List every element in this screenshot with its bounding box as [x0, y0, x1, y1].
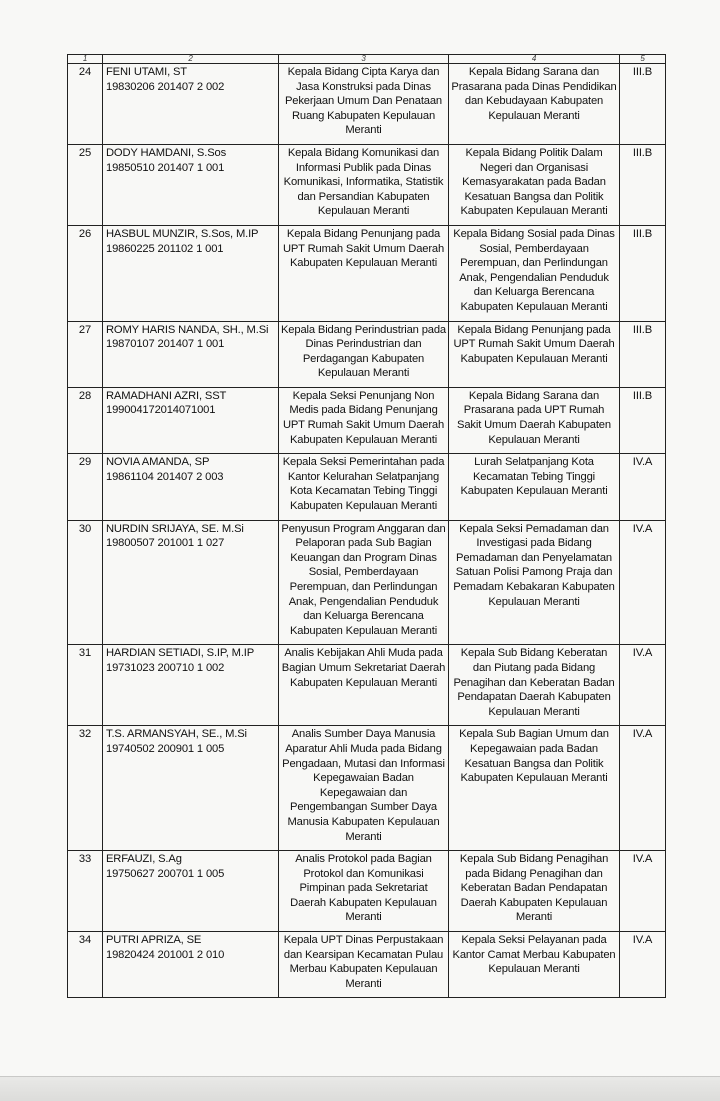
grade-rank: III.B — [620, 225, 666, 321]
employee-nip: 19731023 200710 1 002 — [106, 661, 225, 674]
employee-name: RAMADHANI AZRI, SST — [106, 389, 227, 402]
employee-name: ROMY HARIS NANDA, SH., M.Si — [106, 323, 269, 336]
employee-cell — [103, 225, 279, 321]
column-number-4: 4 — [449, 55, 620, 64]
personnel-table — [67, 54, 666, 998]
table-row — [68, 225, 666, 321]
employee-name: HASBUL MUNZIR, S.Sos, M.IP — [106, 227, 259, 240]
row-number: 28 — [68, 387, 103, 453]
employee-cell — [103, 321, 279, 387]
grade-rank: III.B — [620, 64, 666, 145]
employee-nip: 19740502 200901 1 005 — [106, 742, 225, 755]
employee-nip: 199004172014071001 — [106, 404, 216, 417]
grade-rank: IV.A — [620, 726, 666, 851]
old-position: Kepala Bidang Komunikasi dan Informasi Publik pada Dinas Komunikasi, Informatika, Statistik dan Persandian Kabupaten Kepulauan Meranti — [279, 144, 449, 225]
column-number-1: 1 — [68, 55, 103, 64]
table-row — [68, 851, 666, 932]
employee-cell — [103, 144, 279, 225]
row-number: 25 — [68, 144, 103, 225]
row-number: 32 — [68, 726, 103, 851]
grade-rank: III.B — [620, 387, 666, 453]
employee-nip: 19830206 201407 2 002 — [106, 80, 225, 93]
employee-name: NURDIN SRIJAYA, SE. M.Si — [106, 522, 244, 535]
old-position: Analis Kebijakan Ahli Muda pada Bagian Umum Sekretariat Daerah Kabupaten Kepulauan Meranti — [279, 645, 449, 726]
grade-rank: IV.A — [620, 932, 666, 998]
employee-cell — [103, 520, 279, 645]
employee-nip: 19860225 201102 1 001 — [106, 242, 224, 255]
employee-cell — [103, 64, 279, 145]
new-position: Kepala Bidang Sarana dan Prasarana pada Dinas Pendidikan dan Kebudayaan Kabupaten Kepulauan Meranti — [449, 64, 620, 145]
old-position: Kepala Bidang Perindustrian pada Dinas Perindustrian dan Perdagangan Kabupaten Kepulauan Meranti — [279, 321, 449, 387]
column-number-2: 2 — [103, 55, 279, 64]
old-position: Kepala Bidang Cipta Karya dan Jasa Konstruksi pada Dinas Pekerjaan Umum Dan Penataan Ruang Kabupaten Kepulauan Meranti — [279, 64, 449, 145]
new-position: Kepala Bidang Sosial pada Dinas Sosial, Pemberdayaan Perempuan, dan Perlindungan Anak, Pengendalian Penduduk dan Keluarga Berencana Kabupaten Kepulauan Meranti — [449, 225, 620, 321]
employee-nip: 19870107 201407 1 001 — [106, 338, 225, 351]
new-position: Kepala Seksi Pemadaman dan Investigasi pada Bidang Pemadaman dan Penyelamatan Satuan Polisi Pamong Praja dan Pemadam Kebakaran Kabupaten Kepulauan Meranti — [449, 520, 620, 645]
column-number-3: 3 — [279, 55, 449, 64]
employee-cell — [103, 851, 279, 932]
employee-cell — [103, 726, 279, 851]
table-row — [68, 387, 666, 453]
employee-nip: 19820424 201001 2 010 — [106, 948, 225, 961]
employee-cell — [103, 932, 279, 998]
grade-rank: III.B — [620, 321, 666, 387]
old-position: Analis Protokol pada Bagian Protokol dan Komunikasi Pimpinan pada Sekretariat Daerah Kabupaten Kepulauan Meranti — [279, 851, 449, 932]
row-number: 29 — [68, 454, 103, 520]
new-position: Kepala Sub Bidang Keberatan dan Piutang pada Bidang Penagihan dan Keberatan Badan Pendapatan Daerah Kabupaten Kepulauan Meranti — [449, 645, 620, 726]
employee-nip: 19850510 201407 1 001 — [106, 161, 225, 174]
row-number: 26 — [68, 225, 103, 321]
employee-nip: 19861104 201407 2 003 — [106, 470, 224, 483]
employee-name: PUTRI APRIZA, SE — [106, 934, 202, 947]
grade-rank: IV.A — [620, 520, 666, 645]
employee-cell — [103, 387, 279, 453]
employee-name: HARDIAN SETIADI, S.IP, M.IP — [106, 647, 255, 660]
row-number: 27 — [68, 321, 103, 387]
new-position: Kepala Seksi Pelayanan pada Kantor Camat Merbau Kabupaten Kepulauan Meranti — [449, 932, 620, 998]
employee-cell — [103, 645, 279, 726]
row-number: 30 — [68, 520, 103, 645]
column-number-5: 5 — [620, 55, 666, 64]
old-position: Analis Sumber Daya Manusia Aparatur Ahli Muda pada Bidang Pengadaan, Mutasi dan Informasi Kepegawaian Badan Kepegawaian dan Pengembangan Sumber Daya Manusia Kabupaten Kepulauan Meranti — [279, 726, 449, 851]
old-position: Kepala Bidang Penunjang pada UPT Rumah Sakit Umum Daerah Kabupaten Kepulauan Meranti — [279, 225, 449, 321]
employee-name: T.S. ARMANSYAH, SE., M.Si — [106, 728, 247, 741]
table-row — [68, 520, 666, 645]
table-row — [68, 144, 666, 225]
employee-name: ERFAUZI, S.Ag — [106, 853, 182, 866]
employee-nip: 19800507 201001 1 027 — [106, 537, 225, 550]
new-position: Kepala Sub Bidang Penagihan pada Bidang Penagihan dan Keberatan Badan Pendapatan Daerah Kabupaten Kepulauan Meranti — [449, 851, 620, 932]
table-row — [68, 454, 666, 520]
table-row — [68, 645, 666, 726]
new-position: Kepala Bidang Politik Dalam Negeri dan Organisasi Kemasyarakatan pada Badan Kesatuan Bangsa dan Politik Kabupaten Kepulauan Meranti — [449, 144, 620, 225]
grade-rank: IV.A — [620, 645, 666, 726]
page-bottom-edge — [0, 1076, 720, 1101]
row-number: 34 — [68, 932, 103, 998]
row-number: 31 — [68, 645, 103, 726]
employee-name: FENI UTAMI, ST — [106, 66, 187, 78]
old-position: Kepala Seksi Pemerintahan pada Kantor Kelurahan Selatpanjang Kota Kecamatan Tebing Tinggi Kabupaten Kepulauan Meranti — [279, 454, 449, 520]
new-position: Kepala Bidang Penunjang pada UPT Rumah Sakit Umum Daerah Kabupaten Kepulauan Meranti — [449, 321, 620, 387]
old-position: Kepala Seksi Penunjang Non Medis pada Bidang Penunjang UPT Rumah Sakit Umum Daerah Kabupaten Kepulauan Meranti — [279, 387, 449, 453]
old-position: Kepala UPT Dinas Perpustakaan dan Kearsipan Kecamatan Pulau Merbau Kabupaten Kepulauan Meranti — [279, 932, 449, 998]
new-position: Lurah Selatpanjang Kota Kecamatan Tebing Tinggi Kabupaten Kepulauan Meranti — [449, 454, 620, 520]
row-number: 24 — [68, 64, 103, 145]
table-row — [68, 321, 666, 387]
employee-nip: 19750627 200701 1 005 — [106, 867, 225, 880]
new-position: Kepala Sub Bagian Umum dan Kepegawaian pada Badan Kesatuan Bangsa dan Politik Kabupaten Kepulauan Meranti — [449, 726, 620, 851]
table-row — [68, 64, 666, 145]
employee-name: NOVIA AMANDA, SP — [106, 456, 210, 469]
row-number: 33 — [68, 851, 103, 932]
column-number-row — [68, 55, 666, 64]
new-position: Kepala Bidang Sarana dan Prasarana pada UPT Rumah Sakit Umum Daerah Kabupaten Kepulauan Meranti — [449, 387, 620, 453]
grade-rank: IV.A — [620, 454, 666, 520]
table-row — [68, 726, 666, 851]
grade-rank: IV.A — [620, 851, 666, 932]
grade-rank: III.B — [620, 144, 666, 225]
table-row — [68, 932, 666, 998]
employee-name: DODY HAMDANI, S.Sos — [106, 146, 227, 159]
old-position: Penyusun Program Anggaran dan Pelaporan pada Sub Bagian Keuangan dan Program Dinas Sosial, Pemberdayaan Perempuan, dan Perlindungan Anak, Pengendalian Penduduk dan Keluarga Berencana Kabupaten Kepulauan Meranti — [279, 520, 449, 645]
employee-cell — [103, 454, 279, 520]
